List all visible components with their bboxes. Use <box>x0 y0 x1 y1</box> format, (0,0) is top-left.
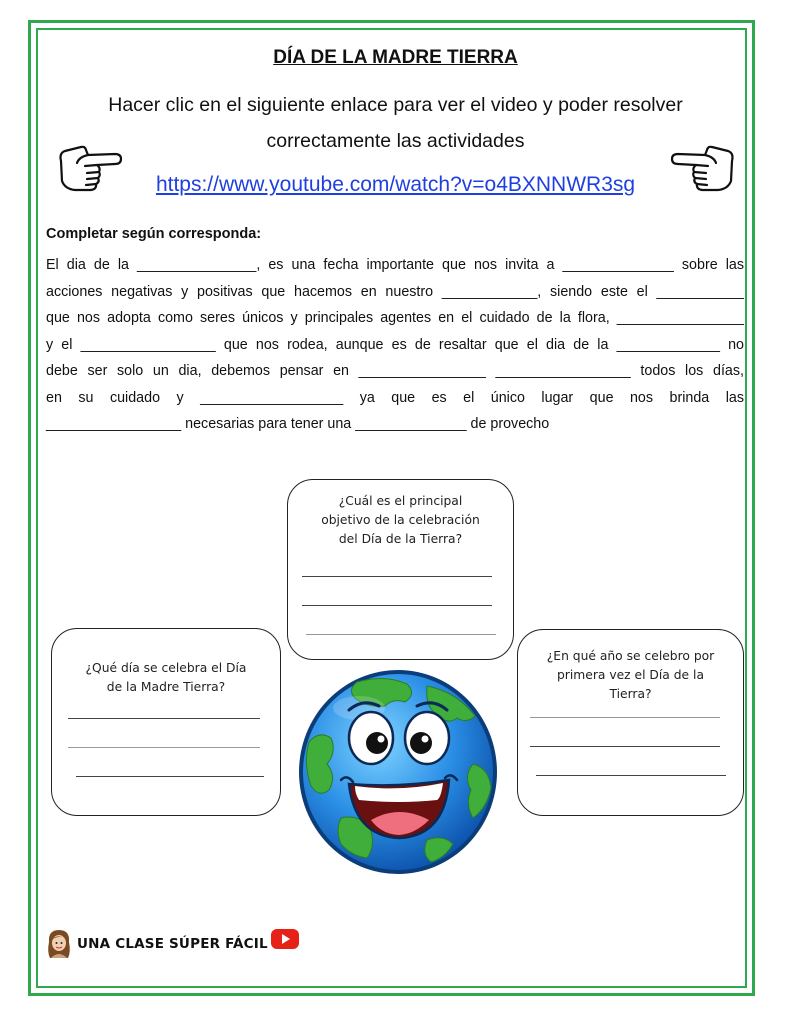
paragraph-line: El dia de la _______________, es una fecha importante que nos invita a ______________ sobre las <box>46 257 744 273</box>
answer-line[interactable] <box>302 605 492 606</box>
intro-line-1: Hacer clic en el siguiente enlace para ver el video y poder resolver <box>108 94 683 116</box>
question-line: Tierra? <box>609 687 652 701</box>
answer-line[interactable] <box>530 746 720 747</box>
answer-line[interactable] <box>68 718 260 719</box>
paragraph-line: debe ser solo un dia, debemos pensar en ________________ _________________ todos los días, <box>46 363 744 379</box>
video-link[interactable]: https://www.youtube.com/watch?v=o4BXNNWR3sg <box>155 173 636 196</box>
question-line: ¿Qué día se celebra el Día <box>85 661 247 675</box>
answer-line[interactable] <box>530 717 720 718</box>
exercise-heading: Completar según corresponda: <box>46 226 262 242</box>
paragraph-line: y el _________________ que nos rodea, aunque es de resaltar que el dia de la _____________ no <box>46 336 744 353</box>
smiling-earth-illustration <box>297 668 499 876</box>
answer-line[interactable] <box>302 576 492 577</box>
question-line: ¿Cuál es el principal <box>338 494 463 508</box>
paragraph-line: _________________ necesarias para tener una ______________ de provecho <box>46 416 550 432</box>
question-line: ¿En qué año se celebro por <box>546 649 715 663</box>
youtube-icon[interactable] <box>270 928 300 950</box>
question-box-objective <box>287 479 514 660</box>
brand-footer <box>46 928 300 960</box>
answer-line[interactable] <box>68 747 260 748</box>
question-box-year <box>517 629 744 816</box>
fill-in-paragraph <box>46 252 744 438</box>
paragraph-line: acciones negativas y positivas que hacemos en nuestro ____________, siendo este el ___________ <box>46 283 744 300</box>
teacher-avatar-icon <box>46 928 72 960</box>
question-box-date <box>51 628 281 816</box>
question-line: del Día de la Tierra? <box>338 532 463 546</box>
brand-name: UNA CLASE SÚPER FÁCIL <box>77 936 268 952</box>
paragraph-line: en su cuidado y __________________ ya que es el único lugar que nos brinda las <box>46 389 744 406</box>
answer-line[interactable] <box>536 775 726 776</box>
answer-line[interactable] <box>76 776 264 777</box>
question-line: primera vez el Día de la <box>557 668 704 682</box>
paragraph-line: que nos adopta como seres únicos y principales agentes en el cuidado de la flora, ________________ <box>46 310 744 326</box>
page-title: DÍA DE LA MADRE TIERRA <box>273 47 518 68</box>
question-line: objetivo de la celebración <box>321 513 480 527</box>
answer-line[interactable] <box>306 634 496 635</box>
question-line: de la Madre Tierra? <box>106 680 226 694</box>
intro-line-2: correctamente las actividades <box>266 130 525 152</box>
